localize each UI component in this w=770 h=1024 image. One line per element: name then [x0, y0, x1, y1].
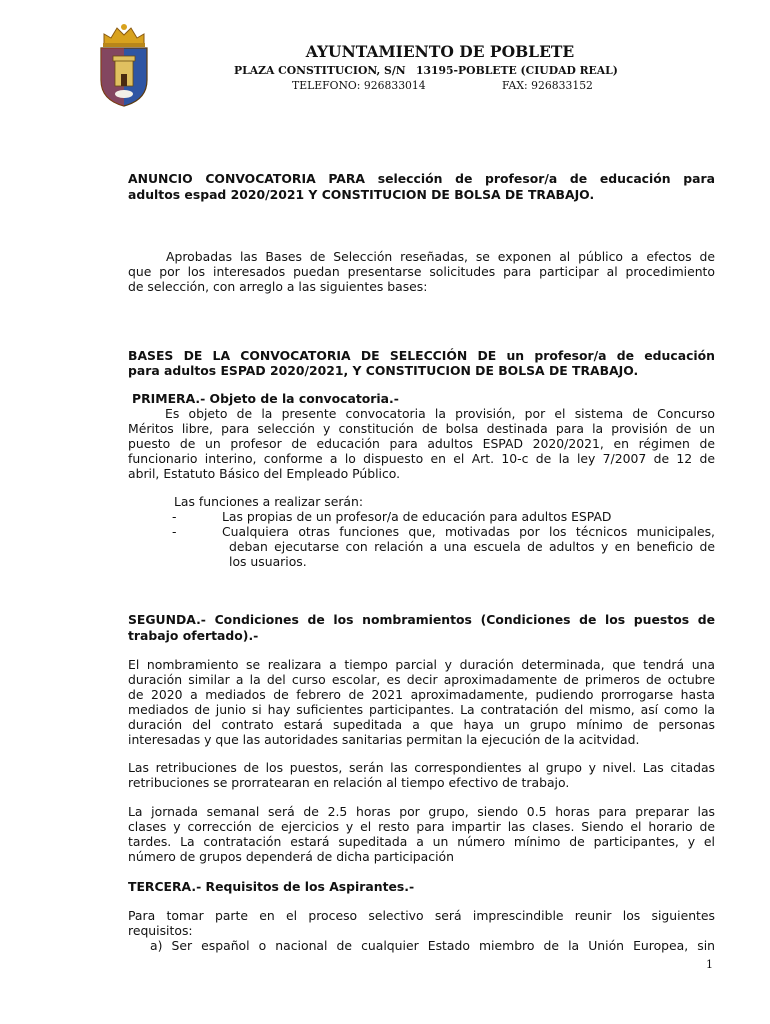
segunda-heading-line1: SEGUNDA.- Condiciones de los nombramientos (Condiciones de los puestos de [128, 612, 715, 627]
segunda-p3-line: clases y corrección de ejercicios y el resto para impartir las clases. Siendo el horario de [128, 819, 715, 834]
segunda-heading-line2: trabajo ofertado).- [128, 628, 259, 643]
fax-line: FAX: 926833152 [502, 79, 593, 92]
announcement-title-line2: adultos espad 2020/2021 Y CONSTITUCION DE BOLSA DE TRABAJO. [128, 187, 595, 202]
postal-line: 13195-POBLETE (CIUDAD REAL) [416, 64, 618, 77]
tercera-heading: TERCERA.- Requisitos de los Aspirantes.- [128, 879, 415, 894]
municipality-title: AYUNTAMIENTO DE POBLETE [305, 42, 575, 61]
list-dash: - [172, 509, 177, 524]
primera-line: puesto de un profesor de educación para adultos ESPAD 2020/2021, en régimen de [128, 436, 715, 451]
announcement-title-line1: ANUNCIO CONVOCATORIA PARA selección de profesor/a de educación para [128, 171, 715, 186]
segunda-p3-line: La jornada semanal será de 2.5 horas por grupo, siendo 0.5 horas para preparar las [128, 804, 715, 819]
functions-intro: Las funciones a realizar serán: [174, 494, 364, 509]
tercera-line1: Para tomar parte en el proceso selectivo será imprescindible reunir los siguientes [128, 908, 715, 923]
primera-line: abril, Estatuto Básico del Empleado Público. [128, 466, 401, 481]
segunda-p3-line: número de grupos dependerá de dicha participación [128, 849, 454, 864]
primera-heading: PRIMERA.- Objeto de la convocatoria.- [132, 391, 399, 406]
address-line: PLAZA CONSTITUCION, S/N [234, 64, 406, 77]
segunda-p1-line: duración del contrato estará supeditada a que haya un grupo mínimo de personas [128, 717, 715, 732]
intro-line2: que por los interesados puedan presentarse solicitudes para participar al procedimiento [128, 264, 715, 279]
page-number: 1 [706, 958, 713, 971]
bases-title-line2: para adultos ESPAD 2020/2021, Y CONSTITUCION DE BOLSA DE TRABAJO. [128, 363, 639, 378]
segunda-p1-line: duración similar a la del curso escolar, es decir aproximadamente de primeros de octubre [128, 672, 715, 687]
intro-line3: de selección, con arreglo a las siguientes bases: [128, 279, 428, 294]
primera-line: Méritos libre, para selección y constitución de bolsa destinada para la provisión de un [128, 421, 715, 436]
function-item-2-line3: los usuarios. [229, 554, 307, 569]
tercera-line2: requisitos: [128, 923, 193, 938]
primera-line: funcionario interino, conforme a lo dispuesto en el Art. 10-c de la ley 7/2007 de 12 de [128, 451, 715, 466]
function-item-2-line2: deban ejecutarse con relación a una escuela de adultos y en beneficio de [229, 539, 715, 554]
segunda-p1-line: El nombramiento se realizara a tiempo parcial y duración determinada, que tendrá una [128, 657, 715, 672]
function-item-2-line1: Cualquiera otras funciones que, motivadas por los técnicos municipales, [222, 524, 715, 539]
segunda-p2-line: Las retribuciones de los puestos, serán las correspondientes al grupo y nivel. Las citadas [128, 760, 715, 775]
requirement-a: a) Ser español o nacional de cualquier Estado miembro de la Unión Europea, sin [150, 938, 715, 953]
segunda-p1-line: de 2020 a mediados de febrero de 2021 aproximadamente, pudiendo prorrogarse hasta [128, 687, 715, 702]
segunda-p2-line: retribuciones se prorratearan en relación al tiempo efectivo de trabajo. [128, 775, 570, 790]
coat-of-arms-icon [96, 22, 152, 108]
list-dash: - [172, 524, 177, 539]
intro-line1: Aprobadas las Bases de Selección reseñadas, se exponen al público a efectos de [166, 249, 715, 264]
segunda-p1-line: mediados de junio si hay suficientes participantes. La contratación del mismo, así como la [128, 702, 715, 717]
segunda-p3-line: tardes. La contratación estará supeditada a un número mínimo de participantes, y el [128, 834, 715, 849]
function-item-1: Las propias de un profesor/a de educación para adultos ESPAD [222, 509, 612, 524]
primera-line: Es objeto de la presente convocatoria la provisión, por el sistema de Concurso [165, 406, 715, 421]
phone-line: TELEFONO: 926833014 [292, 79, 426, 92]
bases-title-line1: BASES DE LA CONVOCATORIA DE SELECCIÓN DE un profesor/a de educación [128, 348, 715, 363]
segunda-p1-line: interesadas y que las autoridades sanitarias permitan la ejecución de la acitvidad. [128, 732, 640, 747]
